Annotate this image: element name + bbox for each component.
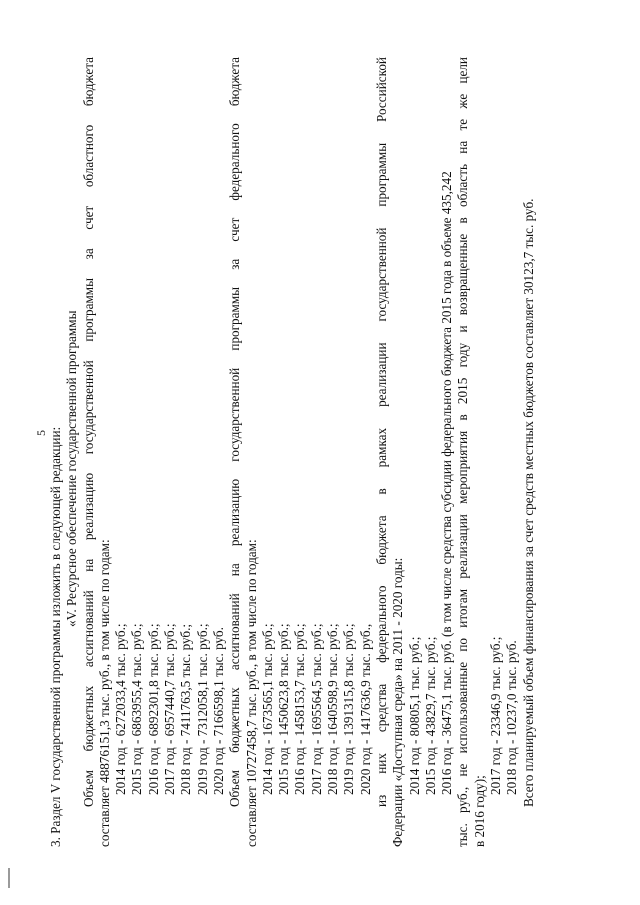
federal-year-2019: 2019 год - 1391315,8 тыс. руб.; <box>341 623 357 795</box>
accessible-year-2016-end: в 2016 году); <box>471 775 487 847</box>
document-body <box>48 57 537 847</box>
page-number: 5 <box>34 430 48 436</box>
regional-year-2014: 2014 год - 6272033,4 тыс. руб.; <box>113 623 129 795</box>
federal-year-2015: 2015 год - 1450623,8 тыс. руб.; <box>276 623 292 795</box>
regional-year-2019: 2019 год - 7312058,1 тыс. руб.; <box>194 623 210 795</box>
accessible-year-2017: 2017 год - 23346,9 тыс. руб.; <box>488 636 504 795</box>
regional-lead: Объем бюджетных ассигнований на реализацию государственной программы за счет областного бюджета <box>80 57 96 807</box>
accessible-year-2014: 2014 год - 80805,1 тыс. руб.; <box>406 636 422 795</box>
federal-year-2016: 2016 год - 1458153,7 тыс. руб.; <box>292 623 308 795</box>
federal-year-2017: 2017 год - 1695564,5 тыс. руб.; <box>308 623 324 795</box>
federal-year-2014: 2014 год - 1673565,1 тыс. руб.; <box>259 623 275 795</box>
regional-year-2020: 2020 год - 7166598,1 тыс. руб. <box>210 627 226 795</box>
intro-line: 3. Раздел V государственной программы изложить в следующей редакции: <box>48 426 63 847</box>
section-heading: «V. Ресурсное обеспечение государственной программы <box>64 310 80 627</box>
accessible-year-2016: 2016 год - 36475,1 тыс. руб. (в том числе средства субсидии федерального бюджета 2015 года в объеме 435,242 <box>439 171 455 795</box>
regional-year-2018: 2018 год - 7411763,5 тыс. руб.; <box>178 623 194 795</box>
federal-total: составляет 10727458,7 тыс. руб., в том числе по годам: <box>243 539 259 847</box>
accessible-program-name: Федерации «Доступная среда» на 2011 - 2020 годы: <box>390 557 406 847</box>
regional-year-2017: 2017 год - 6957440,7 тыс. руб.; <box>162 623 178 795</box>
regional-year-2015: 2015 год - 6863955,4 тыс. руб.; <box>129 623 145 795</box>
accessible-year-2016-cont: тыс. руб., не использованные по итогам реализации мероприятия в 2015 году и возвращенные в область на те же цели <box>455 57 471 847</box>
regional-year-2016: 2016 год - 6892301,8 тыс. руб.; <box>145 623 161 795</box>
federal-year-2018: 2018 год - 1640598,9 тыс. руб.; <box>325 623 341 795</box>
federal-year-2020: 2020 год - 1417636,9 тыс. руб., <box>357 623 373 795</box>
accessible-year-2015: 2015 год - 43829,7 тыс. руб.; <box>422 636 438 795</box>
accessible-lead: из них средства федерального бюджета в рамках реализации государственной программы Российской <box>373 57 389 807</box>
accessible-year-2018: 2018 год - 10237,0 тыс. руб. <box>504 640 520 795</box>
regional-total: составляет 48876151,3 тыс. руб., в том числе по годам: <box>96 539 112 847</box>
local-budget-total: Всего планируемый объем финансирования за счет средств местных бюджетов составляет 30123,7 тыс. руб. <box>520 198 536 807</box>
federal-lead: Объем бюджетных ассигнований на реализацию государственной программы за счет федерального бюджета <box>227 57 243 807</box>
